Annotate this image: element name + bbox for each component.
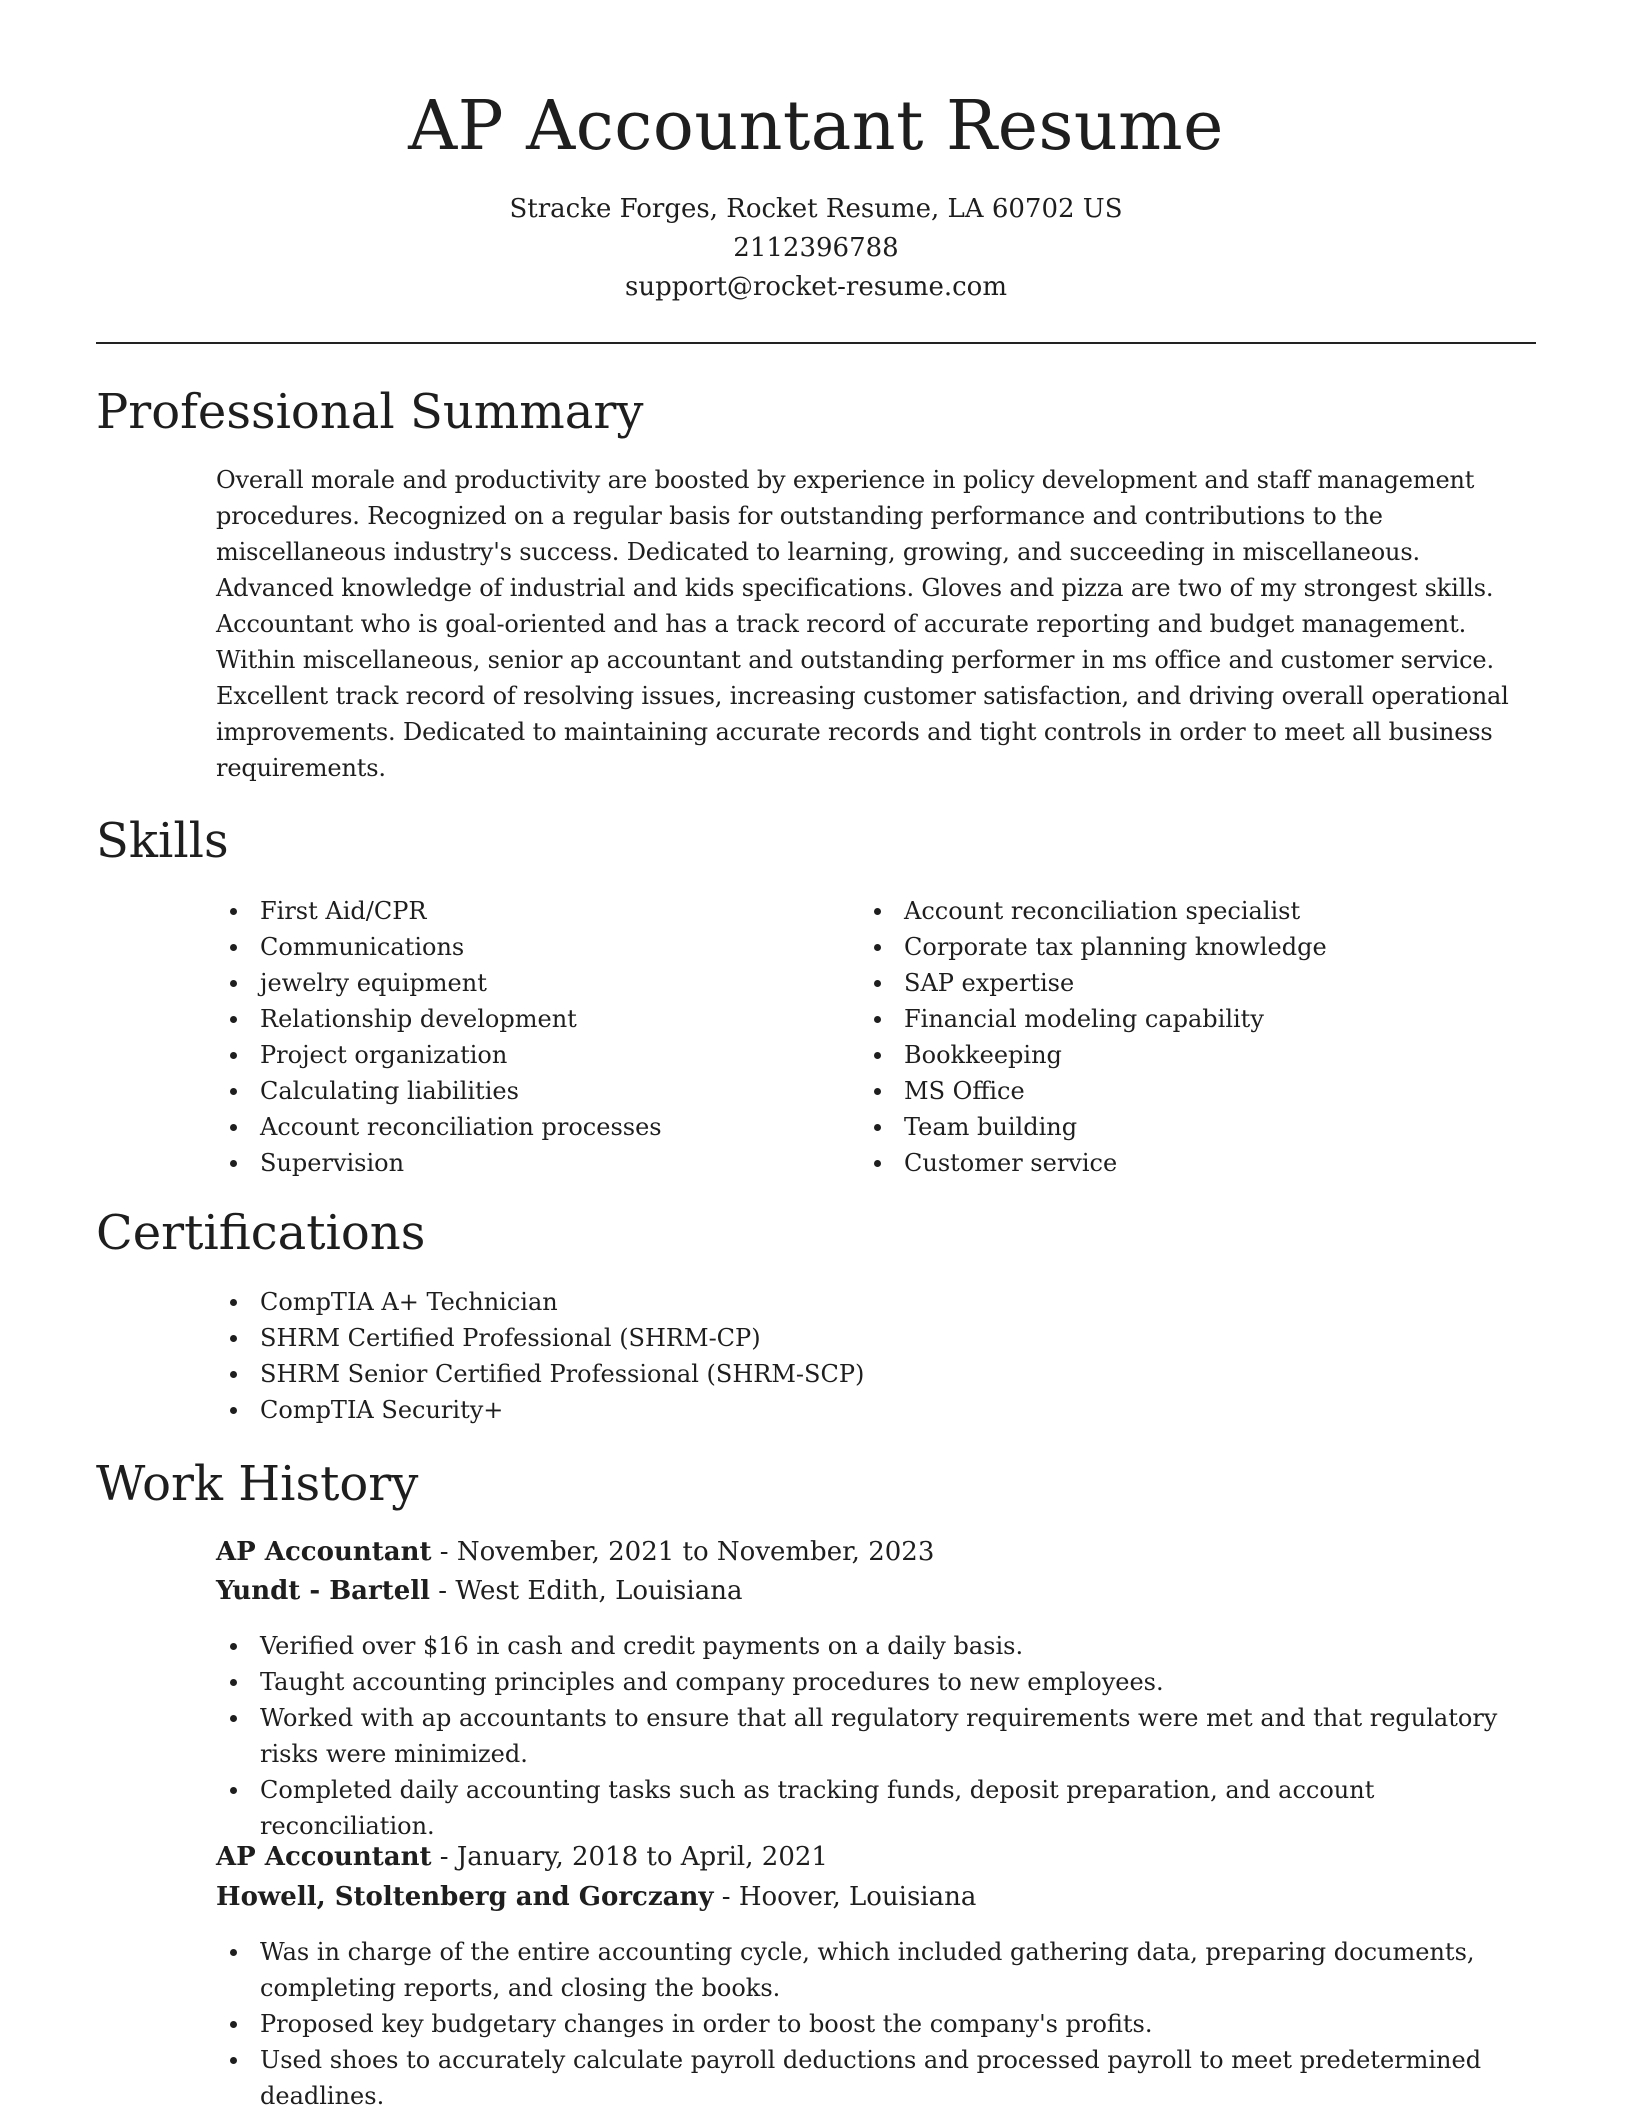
certification-item (216, 1356, 1536, 1392)
certification-label: SHRM Certified Professional (SHRM-CP) (260, 1324, 761, 1352)
job-bullet-text: Verified over $16 in cash and credit payments on a daily basis. (260, 1632, 1024, 1660)
job-bullets (216, 1934, 1536, 2114)
bullet-icon (230, 1371, 237, 1378)
skill-label: SAP expertise (904, 969, 1075, 997)
job-title-line: AP Accountant - January, 2018 to April, 2021 (216, 1842, 828, 1872)
skills-heading: Skills (96, 813, 229, 869)
skill-item (216, 1073, 816, 1109)
bullet-icon (230, 1052, 237, 1059)
skill-label: Relationship development (260, 1005, 577, 1033)
skill-item (216, 893, 816, 929)
bullet-icon (230, 908, 237, 915)
bullet-icon (230, 1160, 237, 1167)
job-bullet-item (216, 2006, 1536, 2042)
skill-item (216, 1001, 816, 1037)
skill-label: Customer service (904, 1149, 1118, 1177)
skill-item (216, 965, 816, 1001)
job-company-line: Howell, Stoltenberg and Gorczany - Hoover, Louisiana (216, 1882, 977, 1912)
job-company: Yundt - Bartell (216, 1576, 431, 1606)
resume-header (96, 82, 1536, 307)
skill-item (860, 1145, 1536, 1181)
job-bullet-item (216, 1772, 1536, 1844)
certification-label: CompTIA Security+ (260, 1396, 504, 1424)
job-bullet-text: Proposed key budgetary changes in order to boost the company's profits. (260, 2010, 1153, 2038)
skill-label: Communications (260, 933, 465, 961)
bullet-icon (874, 1016, 881, 1023)
job-bullet-item (216, 2042, 1536, 2114)
skill-item (216, 929, 816, 965)
header-divider (96, 342, 1536, 344)
job-bullet-text: Was in charge of the entire accounting cycle, which included gathering data, preparing documents, completing reports, and closing the books. (260, 1938, 1475, 2002)
skill-item (216, 1037, 816, 1073)
job-dates: November, 2021 to November, 2023 (456, 1537, 935, 1567)
bullet-icon (230, 944, 237, 951)
job-company-line: Yundt - Bartell - West Edith, Louisiana (216, 1576, 743, 1606)
skill-label: Account reconciliation specialist (904, 897, 1301, 925)
skill-item (860, 1001, 1536, 1037)
bullet-icon (874, 1088, 881, 1095)
skills-list-left (216, 893, 816, 1181)
job-bullet-item (216, 1664, 1536, 1700)
summary-heading: Professional Summary (96, 384, 644, 440)
bullet-icon (230, 1088, 237, 1095)
bullet-icon (230, 1715, 237, 1722)
skill-item (860, 1109, 1536, 1145)
skill-label: Account reconciliation processes (260, 1113, 662, 1141)
bullet-icon (874, 1124, 881, 1131)
skill-item (860, 1037, 1536, 1073)
bullet-icon (230, 1407, 237, 1414)
job-bullet-item (216, 1700, 1536, 1772)
bullet-icon (230, 2057, 237, 2064)
job-company: Howell, Stoltenberg and Gorczany (216, 1882, 714, 1912)
job-bullets (216, 1628, 1536, 1844)
certifications-heading: Certifications (96, 1205, 426, 1261)
certification-label: SHRM Senior Certified Professional (SHRM-SCP) (260, 1360, 865, 1388)
job-bullet-item (216, 1934, 1536, 2006)
skills-list-right (860, 893, 1536, 1181)
job-bullet-text: Worked with ap accountants to ensure that all regulatory requirements were met and that regulatory risks were minimized. (260, 1704, 1498, 1768)
certifications-list (216, 1284, 1536, 1428)
job-location: Hoover, Louisiana (738, 1882, 977, 1912)
skill-item (860, 893, 1536, 929)
skill-item (216, 1109, 816, 1145)
bullet-icon (230, 1787, 237, 1794)
bullet-icon (230, 2021, 237, 2028)
job-role: AP Accountant (216, 1537, 432, 1567)
document-title: AP Accountant Resume (408, 87, 1224, 166)
bullet-icon (230, 980, 237, 987)
bullet-icon (230, 1124, 237, 1131)
job-dates: January, 2018 to April, 2021 (456, 1842, 828, 1872)
bullet-icon (230, 1299, 237, 1306)
skill-label: Calculating liabilities (260, 1077, 519, 1105)
skill-label: First Aid/CPR (260, 897, 427, 925)
skill-label: Team building (904, 1113, 1078, 1141)
skill-item (216, 1145, 816, 1181)
job-bullet-text: Used shoes to accurately calculate payroll deductions and processed payroll to meet predetermined deadlines. (260, 2046, 1482, 2110)
skill-item (860, 1073, 1536, 1109)
contact-email: support@rocket-resume.com (624, 272, 1007, 302)
job-bullet-text: Completed daily accounting tasks such as tracking funds, deposit preparation, and account reconciliation. (260, 1776, 1375, 1840)
skill-label: Corporate tax planning knowledge (904, 933, 1327, 961)
bullet-icon (874, 980, 881, 987)
contact-info (96, 190, 1536, 307)
bullet-icon (230, 1643, 237, 1650)
bullet-icon (874, 944, 881, 951)
bullet-icon (874, 1052, 881, 1059)
contact-address: Stracke Forges, Rocket Resume, LA 60702 US (509, 194, 1123, 224)
certification-label: CompTIA A+ Technician (260, 1288, 558, 1316)
bullet-icon (230, 1949, 237, 1956)
skill-item (860, 929, 1536, 965)
certification-item (216, 1284, 1536, 1320)
skill-label: Project organization (260, 1041, 508, 1069)
bullet-icon (230, 1016, 237, 1023)
skill-label: Financial modeling capability (904, 1005, 1264, 1033)
bullet-icon (874, 908, 881, 915)
skill-label: Bookkeeping (904, 1041, 1062, 1069)
certification-item (216, 1392, 1536, 1428)
job-role: AP Accountant (216, 1842, 432, 1872)
contact-phone: 2112396788 (733, 233, 899, 263)
job-bullet-item (216, 1628, 1536, 1664)
bullet-icon (230, 1679, 237, 1686)
summary-text: Overall morale and productivity are boosted by experience in policy development and staff management procedures. Recognized on a regular basis for outstanding performance and contributions to the miscellaneous industry's success. Dedicated to learning, growing, and succeeding in miscellaneous. Advanced knowledge of industrial and kids specifications. Gloves and pizza are two of my strongest skills. Accountant who is goal-oriented and has a track record of accurate reporting and budget management. Within miscellaneous, senior ap accountant and outstanding performer in ms office and customer service. Excellent track record of resolving issues, increasing customer satisfaction, and driving overall operational improvements. Dedicated to maintaining accurate records and tight controls in order to meet all business requirements. (216, 466, 1509, 782)
job-location: West Edith, Louisiana (455, 1576, 743, 1606)
work-history-heading: Work History (96, 1456, 419, 1512)
skill-label: MS Office (904, 1077, 1025, 1105)
bullet-icon (874, 1160, 881, 1167)
job-title-line: AP Accountant - November, 2021 to November, 2023 (216, 1537, 935, 1567)
bullet-icon (230, 1335, 237, 1342)
skill-item (860, 965, 1536, 1001)
skill-label: Supervision (260, 1149, 405, 1177)
certification-item (216, 1320, 1536, 1356)
job-bullet-text: Taught accounting principles and company procedures to new employees. (260, 1668, 1164, 1696)
skill-label: jewelry equipment (260, 969, 487, 997)
